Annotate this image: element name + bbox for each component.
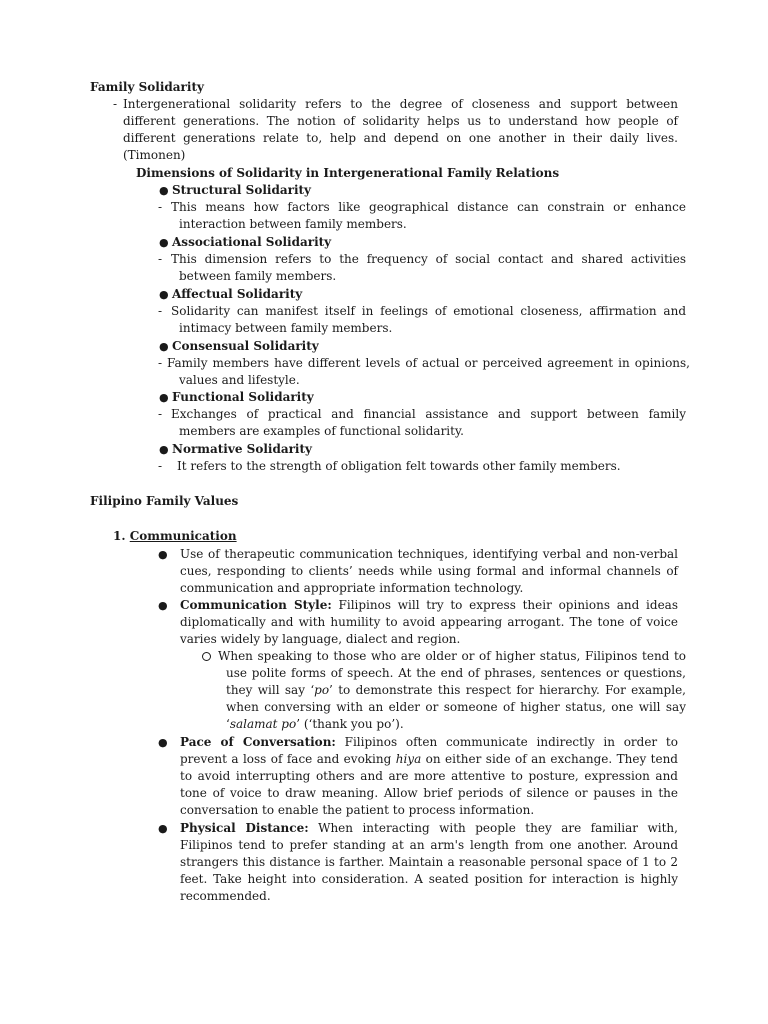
associational-solidarity-text: This dimension refers to the frequency of social contact and shared activities between family members. bbox=[171, 252, 686, 283]
functional-solidarity-text: Exchanges of practical and financial assistance and support between family members are examples of functional solidarity. bbox=[171, 407, 686, 438]
physical-distance-text: Physical Distance: When interacting with people they are familiar with, Filipinos tend to prefer standing at an arm's length from one another. Around strangers this distance is farther. Maintain a reasonable personal space of 1 to 2 feet. Take height into consideration. A seated position for interaction is highly recommended. bbox=[180, 821, 678, 903]
physical-distance-label: Physical Distance: bbox=[180, 821, 309, 835]
bullet-icon: ● bbox=[159, 288, 169, 301]
structural-solidarity-title: Structural Solidarity bbox=[172, 183, 312, 197]
structural-solidarity-text: This means how factors like geographical distance can constrain or enhance interaction between family members. bbox=[171, 200, 686, 231]
bullet-icon: ● bbox=[158, 548, 168, 561]
dash-marker: - bbox=[158, 304, 163, 318]
bullet-icon: ● bbox=[158, 736, 168, 749]
bullet-icon: ● bbox=[158, 599, 168, 612]
therapeutic-communication-text: Use of therapeutic communication techniques, identifying verbal and non-verbal cues, responding to clients’ needs while using formal and informal channels of communication and appropriate information technology. bbox=[180, 547, 678, 595]
dash-marker: - bbox=[158, 459, 163, 473]
communication-section-title bbox=[113, 528, 237, 545]
dash-marker: - bbox=[158, 407, 163, 421]
pace-of-conversation-text: Pace of Conversation: Filipinos often communicate indirectly in order to prevent a loss of face and evoking hiya on either side of an exchange. They tend to avoid interrupting others and are more attentive to posture, expression and tone of voice to draw meaning. Allow brief periods of silence or pauses in the conversation to enable the patient to process information. bbox=[180, 735, 678, 817]
affectual-solidarity-text: Solidarity can manifest itself in feelings of emotional closeness, affirmation and intimacy between family members. bbox=[171, 304, 686, 335]
functional-solidarity-title: Functional Solidarity bbox=[172, 390, 314, 404]
pace-of-conversation-label: Pace of Conversation: bbox=[180, 735, 336, 749]
normative-solidarity-title: Normative Solidarity bbox=[172, 442, 313, 456]
intergenerational-definition: Intergenerational solidarity refers to the degree of closeness and support between different generations. The notion of solidarity helps us to understand how people of different generations relate to, help and depend on one another in their daily lives. (Timonen) bbox=[123, 97, 678, 162]
consensual-solidarity-title: Consensual Solidarity bbox=[172, 339, 319, 353]
dash-marker: - bbox=[113, 97, 118, 111]
communication-style-label: Communication Style: bbox=[180, 598, 332, 612]
family-solidarity-heading: Family Solidarity bbox=[90, 80, 204, 94]
dash-marker: - bbox=[158, 252, 163, 266]
bullet-icon: ● bbox=[159, 184, 169, 197]
communication-title: Communication bbox=[129, 529, 237, 543]
polite-forms-text: When speaking to those who are older or of higher status, Filipinos tend to use polite forms of speech. At the end of phrases, sentences or questions, they will say ‘po’ to demonstrate this respect for hierarchy. For example, when conversing with an elder or someone of higher status, one will say ‘salamat po’ (‘thank you po’). bbox=[218, 649, 686, 731]
bullet-icon: ● bbox=[159, 391, 169, 404]
consensual-solidarity-text: Family members have different levels of actual or perceived agreement in opinions, values and lifestyle. bbox=[167, 356, 690, 387]
filipino-family-values-heading: Filipino Family Values bbox=[90, 494, 239, 508]
bullet-icon: ● bbox=[159, 443, 169, 456]
bullet-icon: ● bbox=[158, 822, 168, 835]
dash-marker: - bbox=[158, 356, 163, 370]
associational-solidarity-title: Associational Solidarity bbox=[172, 235, 332, 249]
section-number: 1. bbox=[113, 529, 126, 543]
dash-marker: - bbox=[158, 200, 163, 214]
communication-style-text: Communication Style: Filipinos will try to express their opinions and ideas diplomatically and with humility to avoid appearing arrogant. The tone of voice varies widely by language, dialect and region. bbox=[180, 598, 678, 646]
hollow-bullet-icon bbox=[202, 652, 211, 661]
normative-solidarity-text: It refers to the strength of obligation felt towards other family members. bbox=[177, 459, 621, 473]
affectual-solidarity-title: Affectual Solidarity bbox=[172, 287, 303, 301]
bullet-icon: ● bbox=[159, 236, 169, 249]
bullet-icon: ● bbox=[159, 340, 169, 353]
dimensions-heading: Dimensions of Solidarity in Intergenerational Family Relations bbox=[136, 166, 560, 180]
